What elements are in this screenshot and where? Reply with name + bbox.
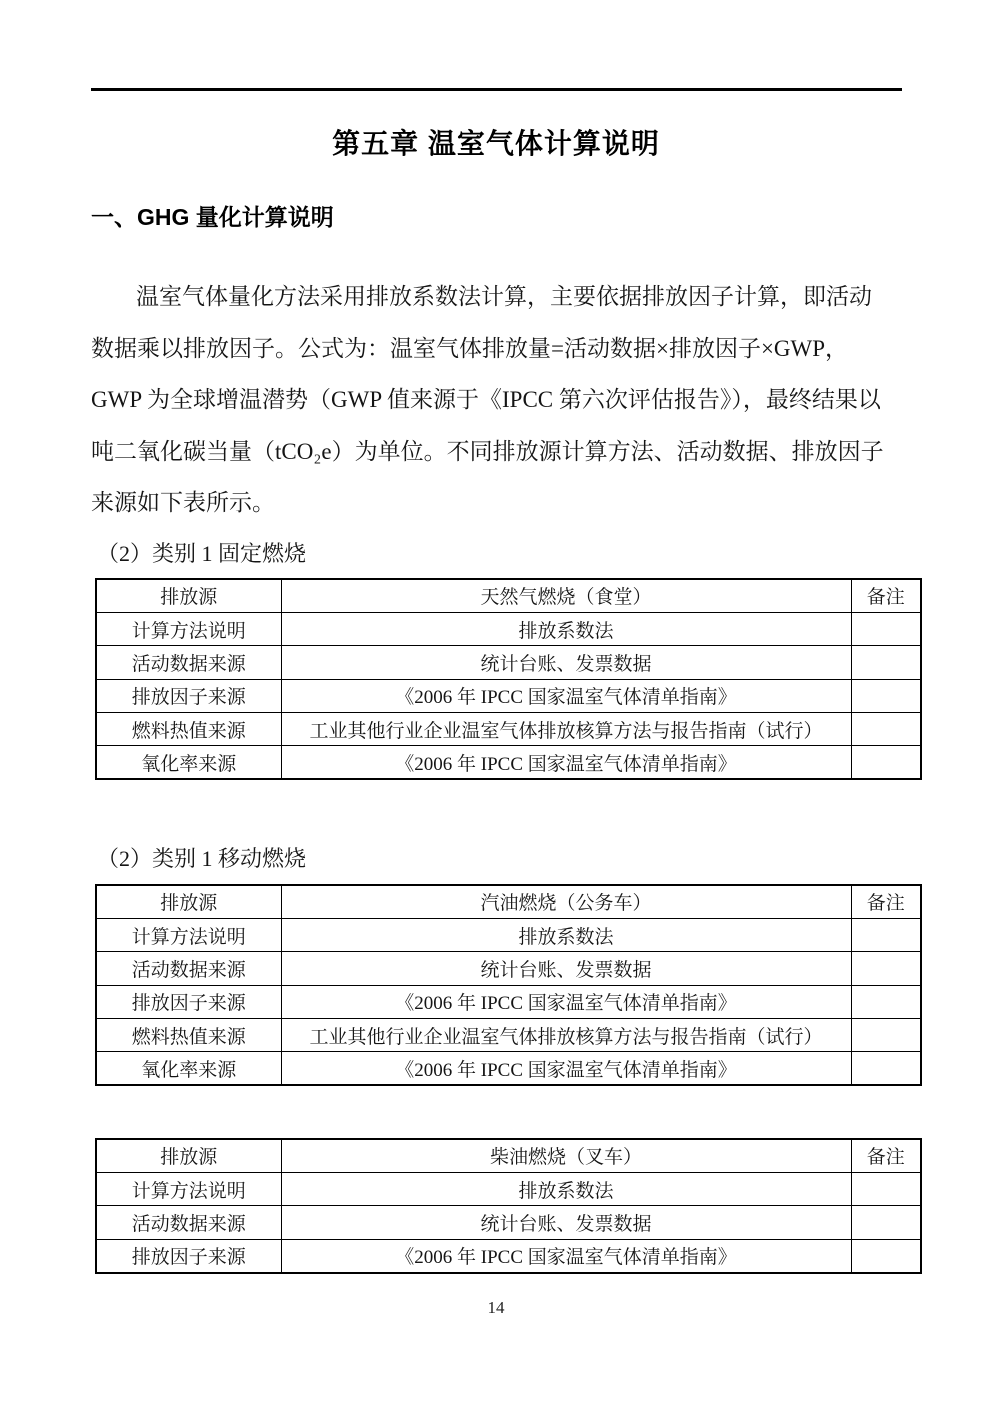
row-remark-cell xyxy=(851,1206,921,1239)
table-row xyxy=(96,1019,921,1052)
row-value-cell: 统计台账、发票数据 xyxy=(281,646,851,679)
row-label-cell: 排放因子来源 xyxy=(96,985,281,1018)
row-remark-cell xyxy=(851,713,921,746)
row-value-cell: 汽油燃烧（公务车） xyxy=(281,885,851,918)
page-title: 第五章 温室气体计算说明 xyxy=(332,128,660,159)
table-row xyxy=(96,1172,921,1205)
row-label-cell: 燃料热值来源 xyxy=(96,713,281,746)
table-row xyxy=(96,985,921,1018)
row-label-cell: 计算方法说明 xyxy=(96,918,281,951)
row-label-cell: 计算方法说明 xyxy=(96,612,281,645)
row-value-cell: 《2006 年 IPCC 国家温室气体清单指南》 xyxy=(281,746,851,779)
section-heading-ghg: 一、GHG 量化计算说明 xyxy=(91,204,334,230)
row-value-cell: 统计台账、发票数据 xyxy=(281,1206,851,1239)
row-remark-cell xyxy=(851,1019,921,1052)
table-row xyxy=(96,1206,921,1239)
row-value-cell: 《2006 年 IPCC 国家温室气体清单指南》 xyxy=(281,985,851,1018)
row-value-cell: 排放系数法 xyxy=(281,612,851,645)
table-row xyxy=(96,713,921,746)
row-value-cell: 工业其他行业企业温室气体排放核算方法与报告指南（试行） xyxy=(281,713,851,746)
table-caption-mobile-combustion: （2）类别 1 移动燃烧 xyxy=(97,846,307,871)
row-label-cell: 氧化率来源 xyxy=(96,1052,281,1085)
row-label-cell: 排放源 xyxy=(96,579,281,612)
row-label-cell: 氧化率来源 xyxy=(96,746,281,779)
row-label-cell: 排放因子来源 xyxy=(96,679,281,712)
table-row xyxy=(96,579,921,612)
row-remark-cell xyxy=(851,746,921,779)
header-rule xyxy=(91,88,902,91)
row-remark-cell xyxy=(851,952,921,985)
table-row xyxy=(96,646,921,679)
page-number: 14 xyxy=(487,1298,505,1317)
row-label-cell: 燃料热值来源 xyxy=(96,1019,281,1052)
row-label-cell: 排放源 xyxy=(96,1139,281,1172)
row-remark-cell xyxy=(851,1052,921,1085)
row-remark-cell xyxy=(851,985,921,1018)
row-label-cell: 活动数据来源 xyxy=(96,1206,281,1239)
table-row xyxy=(96,746,921,779)
row-remark-cell: 备注 xyxy=(851,885,921,918)
row-remark-cell xyxy=(851,1239,921,1272)
paragraph-line: 吨二氧化碳当量（tCO₂e）为单位。不同排放源计算方法、活动数据、排放因子 xyxy=(91,438,884,464)
row-remark-cell xyxy=(851,1172,921,1205)
row-value-cell: 《2006 年 IPCC 国家温室气体清单指南》 xyxy=(281,1239,851,1272)
table-row xyxy=(96,679,921,712)
intro-paragraph xyxy=(91,271,906,529)
emission-table-mobile-combustion-gasoline xyxy=(95,884,922,1086)
row-label-cell: 活动数据来源 xyxy=(96,646,281,679)
table-row xyxy=(96,1239,921,1272)
row-remark-cell xyxy=(851,679,921,712)
row-value-cell: 排放系数法 xyxy=(281,1172,851,1205)
row-label-cell: 排放源 xyxy=(96,885,281,918)
row-remark-cell xyxy=(851,918,921,951)
row-value-cell: 排放系数法 xyxy=(281,918,851,951)
row-value-cell: 《2006 年 IPCC 国家温室气体清单指南》 xyxy=(281,679,851,712)
table-row xyxy=(96,1052,921,1085)
table-row xyxy=(96,612,921,645)
row-value-cell: 工业其他行业企业温室气体排放核算方法与报告指南（试行） xyxy=(281,1019,851,1052)
row-label-cell: 计算方法说明 xyxy=(96,1172,281,1205)
table-row xyxy=(96,1139,921,1172)
row-value-cell: 柴油燃烧（叉车） xyxy=(281,1139,851,1172)
row-remark-cell xyxy=(851,612,921,645)
table-row xyxy=(96,952,921,985)
row-remark-cell: 备注 xyxy=(851,579,921,612)
table-row xyxy=(96,885,921,918)
table-row xyxy=(96,918,921,951)
row-value-cell: 统计台账、发票数据 xyxy=(281,952,851,985)
row-value-cell: 《2006 年 IPCC 国家温室气体清单指南》 xyxy=(281,1052,851,1085)
table-caption-stationary-combustion: （2）类别 1 固定燃烧 xyxy=(97,541,307,566)
paragraph-line: GWP 为全球增温潜势（GWP 值来源于《IPCC 第六次评估报告》），最终结果以 xyxy=(91,387,881,412)
emission-table-stationary-combustion xyxy=(95,578,922,780)
row-value-cell: 天然气燃烧（食堂） xyxy=(281,579,851,612)
row-label-cell: 活动数据来源 xyxy=(96,952,281,985)
paragraph-line: 数据乘以排放因子。公式为：温室气体排放量=活动数据×排放因子×GWP， xyxy=(91,335,849,361)
paragraph-line: 温室气体量化方法采用排放系数法计算，主要依据排放因子计算，即活动 xyxy=(136,284,872,309)
row-remark-cell xyxy=(851,646,921,679)
emission-table-mobile-combustion-diesel xyxy=(95,1138,922,1274)
paragraph-line: 来源如下表所示。 xyxy=(91,490,275,515)
row-remark-cell: 备注 xyxy=(851,1139,921,1172)
row-label-cell: 排放因子来源 xyxy=(96,1239,281,1272)
